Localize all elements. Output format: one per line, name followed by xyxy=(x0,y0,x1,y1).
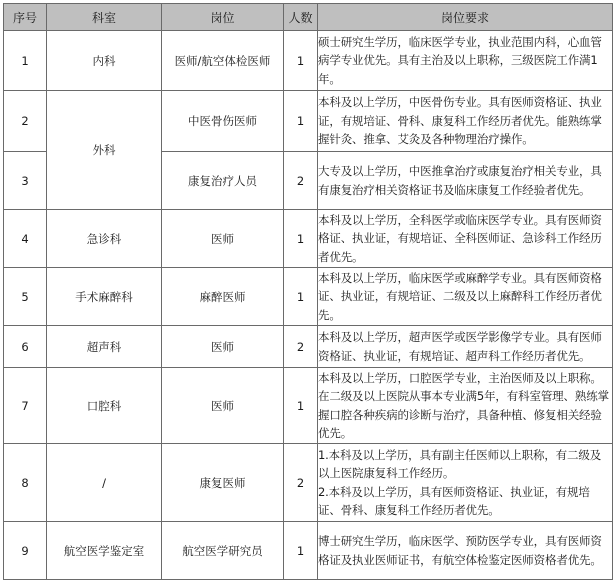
row-seq: 8 xyxy=(4,444,47,522)
requirement-text: 硕士研究生学历，临床医学专业，执业范围内科，心血管病学专业优先。具有主治及以上职称，三级医院工作满1年。 xyxy=(318,34,602,86)
requirement-item-2: 2.本科及以上学历，具有医师资格证、执业证，有规培证、骨科、康复科工作经历者优先。 xyxy=(318,484,590,517)
table-row xyxy=(4,444,613,522)
header-post: 岗位 xyxy=(162,4,284,31)
row-dept: 超声科 xyxy=(47,326,162,368)
requirement-text: 本科及以上学历，超声医学或医学影像学专业。具有医师资格证、执业证，有规培证、超声科工作经历者优先。 xyxy=(318,330,602,363)
row-count: 1 xyxy=(284,91,318,152)
header-dept: 科室 xyxy=(47,4,162,31)
table-row xyxy=(4,91,613,152)
table-row xyxy=(4,522,613,580)
row-dept: 内科 xyxy=(47,31,162,91)
row-dept: 急诊科 xyxy=(47,210,162,268)
row-count: 2 xyxy=(284,444,318,522)
row-post: 康复医师 xyxy=(162,444,284,522)
row-dept: / xyxy=(47,444,162,522)
header-seq: 序号 xyxy=(4,4,47,31)
row-requirements xyxy=(318,268,613,326)
row-seq: 2 xyxy=(4,91,47,152)
table-row xyxy=(4,210,613,268)
requirement-text: 本科及以上学历，中医骨伤专业。具有医师资格证、执业证，有规培证、骨科、康复科工作经历者优先。能熟练掌握针灸、推拿、艾灸及各种物理治疗操作。 xyxy=(318,95,602,147)
row-dept: 外科 xyxy=(47,91,162,210)
row-count: 2 xyxy=(284,326,318,368)
row-requirements xyxy=(318,522,613,580)
requirement-text: 本科及以上学历，全科医学或临床医学专业。具有医师资格证、执业证，有规培证、全科医师证、急诊科工作经历者优先。 xyxy=(318,212,602,264)
header-req: 岗位要求 xyxy=(318,4,613,31)
row-dept: 航空医学鉴定室 xyxy=(47,522,162,580)
requirement-text: 本科及以上学历，口腔医学专业，主治医师及以上职称。在二级及以上医院从事本专业满5年，有科室管理、熟练掌握口腔各种疾病的诊断与治疗，具备种植、修复相关经验优先。 xyxy=(318,370,609,440)
row-dept: 手术麻醉科 xyxy=(47,268,162,326)
row-requirements xyxy=(318,210,613,268)
table-header-row xyxy=(4,4,613,31)
row-post: 航空医学研究员 xyxy=(162,522,284,580)
row-seq: 1 xyxy=(4,31,47,91)
row-count: 1 xyxy=(284,268,318,326)
row-post: 麻醉医师 xyxy=(162,268,284,326)
row-post: 医师 xyxy=(162,368,284,444)
row-requirements xyxy=(318,152,613,210)
row-count: 1 xyxy=(284,522,318,580)
row-post: 医师 xyxy=(162,326,284,368)
table-row xyxy=(4,326,613,368)
recruitment-table xyxy=(3,3,613,580)
row-count: 1 xyxy=(284,368,318,444)
row-count: 2 xyxy=(284,152,318,210)
row-seq: 9 xyxy=(4,522,47,580)
row-count: 1 xyxy=(284,31,318,91)
row-requirements xyxy=(318,368,613,444)
table-row xyxy=(4,268,613,326)
requirement-item-1: 1.本科及以上学历，具有副主任医师以上职称，有二级及以上医院康复科工作经历。 xyxy=(318,447,602,480)
row-seq: 4 xyxy=(4,210,47,268)
row-requirements xyxy=(318,326,613,368)
row-requirements xyxy=(318,91,613,152)
row-post: 医师 xyxy=(162,210,284,268)
row-post: 康复治疗人员 xyxy=(162,152,284,210)
row-dept: 口腔科 xyxy=(47,368,162,444)
row-seq: 5 xyxy=(4,268,47,326)
row-seq: 7 xyxy=(4,368,47,444)
header-count: 人数 xyxy=(284,4,318,31)
table-row xyxy=(4,31,613,91)
row-requirements xyxy=(318,444,613,522)
row-requirements xyxy=(318,31,613,91)
requirement-text: 本科及以上学历，临床医学或麻醉学专业。具有医师资格证、执业证，有规培证、二级及以上麻醉科工作经历者优先。 xyxy=(318,270,602,322)
table-row xyxy=(4,368,613,444)
requirement-text: 博士研究生学历，临床医学、预防医学专业，具有医师资格证及执业医师证书，有航空体检鉴定医师资格者优先。 xyxy=(318,534,602,567)
requirement-text: 大专及以上学历，中医推拿治疗或康复治疗相关专业，具有康复治疗相关资格证书及临床康复工作经验者优先。 xyxy=(318,164,602,197)
row-post: 医师/航空体检医师 xyxy=(162,31,284,91)
row-count: 1 xyxy=(284,210,318,268)
row-seq: 6 xyxy=(4,326,47,368)
row-seq: 3 xyxy=(4,152,47,210)
row-post: 中医骨伤医师 xyxy=(162,91,284,152)
